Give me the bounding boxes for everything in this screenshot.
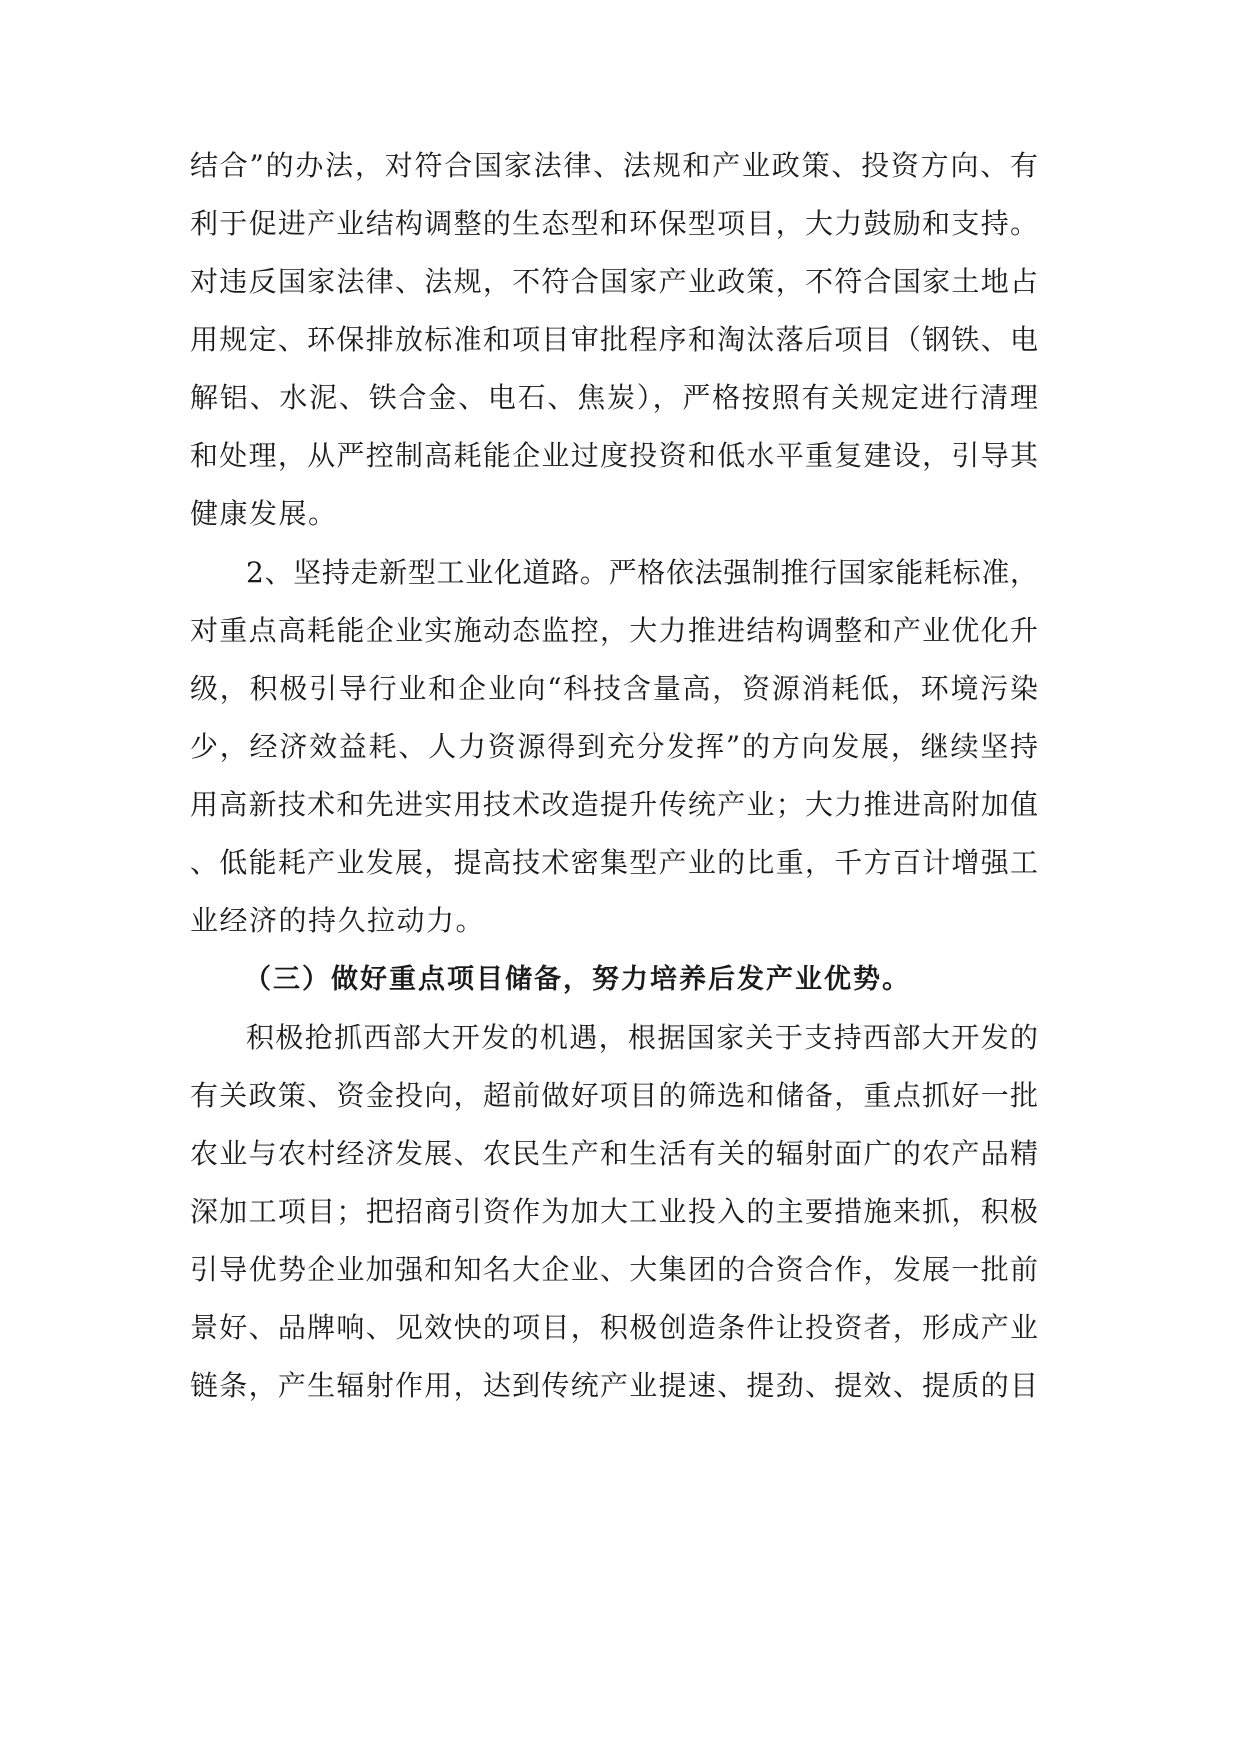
body-text-line: 健康发展。 [190,497,338,530]
body-text-line: 对重点高耗能企业实施动态监控，大力推进结构调整和产业优化升 [190,614,1038,647]
body-text-line: 引导优势企业加强和知名大企业、大集团的合资合作，发展一批前 [190,1253,1038,1286]
body-text-line: 农业与农村经济发展、农民生产和生活有关的辐射面广的农产品精 [190,1137,1038,1170]
section-heading: （三）做好重点项目储备，努力培养后发产业优势。 [244,964,911,995]
body-text-line: 级，积极引导行业和企业向“科技含量高，资源消耗低，环境污染 [190,672,1038,705]
body-text-line: 深加工项目；把招商引资作为加大工业投入的主要措施来抓，积极 [190,1195,1038,1228]
body-text-line: 用规定、环保排放标准和项目审批程序和淘汰落后项目（钢铁、电 [190,323,1038,356]
body-text-line: 结合”的办法，对符合国家法律、法规和产业政策、投资方向、有 [190,149,1038,182]
body-text-line: 少，经济效益耗、人力资源得到充分发挥”的方向发展，继续坚持 [190,730,1038,763]
body-text-line: 解铝、水泥、铁合金、电石、焦炭），严格按照有关规定进行清理 [190,381,1038,414]
body-text-line: 景好、品牌响、见效快的项目，积极创造条件让投资者，形成产业 [190,1311,1038,1344]
body-text-line: 对违反国家法律、法规，不符合国家产业政策，不符合国家土地占 [190,265,1038,298]
body-text-line: 用高新技术和先进实用技术改造提升传统产业；大力推进高附加值 [190,788,1038,821]
body-text-line: 、低能耗产业发展，提高技术密集型产业的比重，千方百计增强工 [190,846,1038,879]
body-text-line: 业经济的持久拉动力。 [190,904,486,937]
paragraph-first-line: 积极抢抓西部大开发的机遇，根据国家关于支持西部大开发的 [246,1021,1038,1054]
body-text-line: 利于促进产业结构调整的生态型和环保型项目，大力鼓励和支持。 [190,207,1038,240]
paragraph-first-line: 2、坚持走新型工业化道路。严格依法强制推行国家能耗标准， [246,556,1038,589]
body-text-line: 链条，产生辐射作用，达到传统产业提速、提劲、提效、提质的目 [190,1369,1038,1402]
body-text-line: 和处理，从严控制高耗能企业过度投资和低水平重复建设，引导其 [190,439,1038,472]
body-text-line: 有关政策、资金投向，超前做好项目的筛选和储备，重点抓好一批 [190,1079,1038,1112]
